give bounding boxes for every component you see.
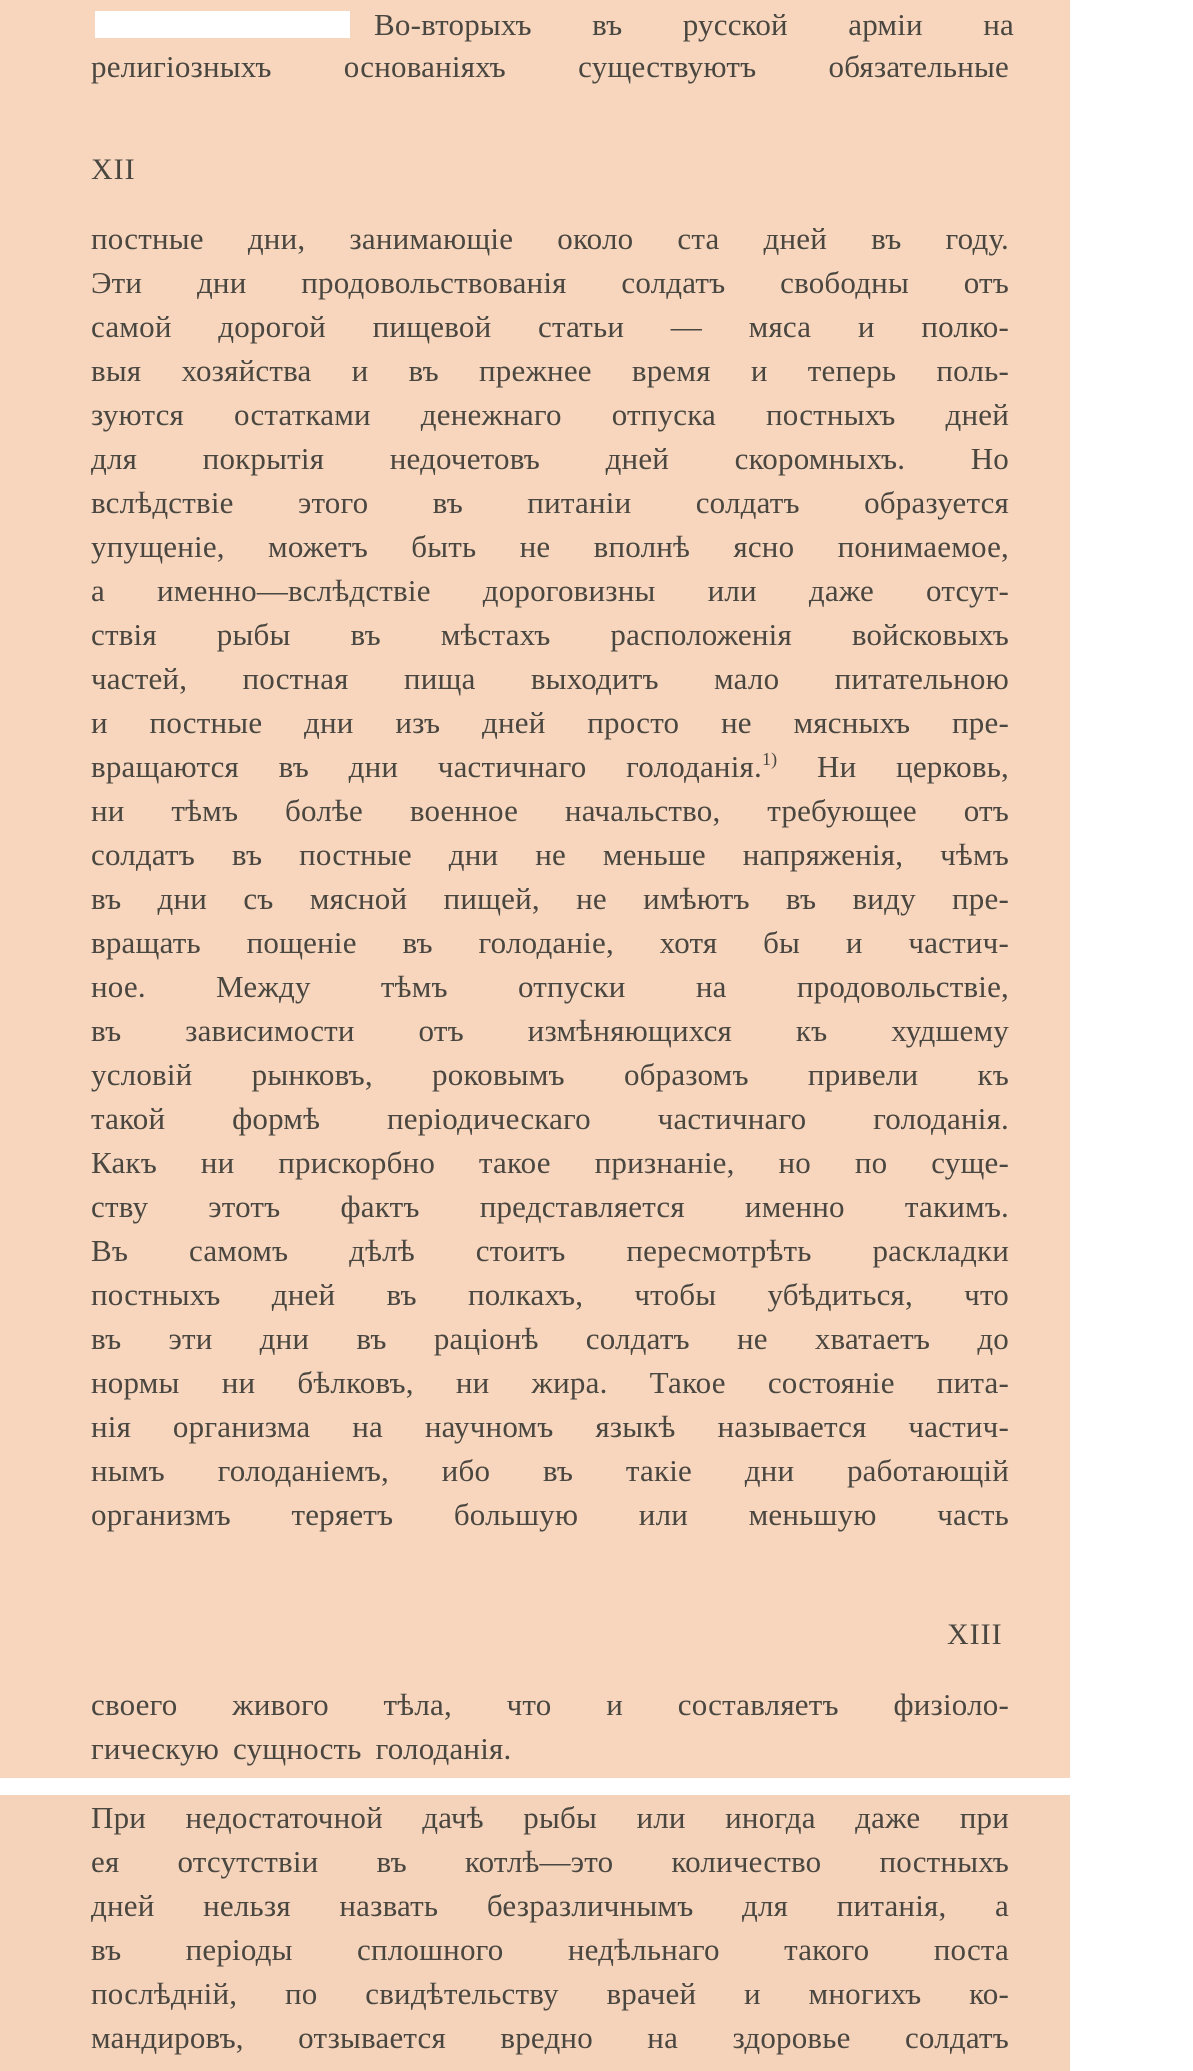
text-line: такой формѣ періодическаго частичнаго голоданія. [91,1101,1009,1136]
text-line: ное. Между тѣмъ отпуски на продовольствіе, [91,969,1009,1004]
text-line: и постные дни изъ дней просто не мясныхъ пре- [91,705,1009,740]
text-segment: вращаются въ дни частичнаго голоданія. [91,749,762,784]
text-line: вслѣдствіе этого въ питаніи солдатъ образуется [91,485,1009,520]
text-line: нормы ни бѣлковъ, ни жира. Такое состояніе пита- [91,1365,1009,1400]
text-line: Въ самомъ дѣлѣ стоитъ пересмотрѣть раскладки [91,1233,1009,1268]
text-line: Эти дни продовольствованія солдатъ свободны отъ [91,265,1009,300]
text-line: постные дни, занимающіе около ста дней въ году. [91,221,1009,256]
page-number: XII [91,153,136,186]
text-line: гическую сущность голоданія. [91,1731,512,1766]
text-line-with-footnote [91,745,1009,789]
page-fragment-bottom [0,1795,1070,2071]
redaction-block [95,11,350,38]
page-fragment-top [0,0,1070,128]
text-line: въ зависимости отъ измѣняющихся къ худшему [91,1013,1009,1048]
page-number: XIII [947,1618,1003,1651]
text-line: солдатъ въ постные дни не меньше напряженія, чѣмъ [91,837,1009,872]
text-line: въ періоды сплошного недѣльнаго такого поста [91,1932,1009,1967]
page-fragment-main [0,128,1070,1778]
text-line: нымъ голоданіемъ, ибо въ такіе дни работающій [91,1453,1009,1488]
text-line: ни тѣмъ болѣе военное начальство, требующее отъ [91,793,1009,828]
text-line: вращать пощеніе въ голоданіе, хотя бы и частич- [91,925,1009,960]
text-line: постныхъ дней въ полкахъ, чтобы убѣдиться, что [91,1277,1009,1312]
text-line: въ дни съ мясной пищей, не имѣютъ въ виду пре- [91,881,1009,916]
text-line: нія организма на научномъ языкѣ называется частич- [91,1409,1009,1444]
text-line: для покрытія недочетовъ дней скоромныхъ. Но [91,441,1009,476]
footnote-marker: 1) [761,749,778,769]
text-line: послѣдній, по свидѣтельству врачей и многихъ ко- [91,1976,1009,2011]
text-segment: Ни церковь, [817,749,1010,784]
text-line: своего живого тѣла, что и составляетъ физіоло- [91,1687,1009,1722]
text-line: религіозныхъ основаніяхъ существуютъ обязательные [91,49,1009,84]
text-line: условій рынковъ, роковымъ образомъ привели къ [91,1057,1009,1092]
text-line: ству этотъ фактъ представляется именно такимъ. [91,1189,1009,1224]
text-line: а именно—вслѣдствіе дороговизны или даже отсут- [91,573,1009,608]
text-line: упущеніе, можетъ быть не вполнѣ ясно понимаемое, [91,529,1009,564]
text-line: ея отсутствіи въ котлѣ—это количество постныхъ [91,1844,1009,1879]
text-line: При недостаточной дачѣ рыбы или иногда даже при [91,1800,1009,1835]
text-line: ствія рыбы въ мѣстахъ расположенія войсковыхъ [91,617,1009,652]
text-line: частей, постная пища выходитъ мало питательною [91,661,1009,696]
text-line: Какъ ни прискорбно такое признаніе, но по суще- [91,1145,1009,1180]
text-line: Во-вторыхъ въ русской арміи на [374,7,1014,42]
text-line: въ эти дни въ раціонѣ солдатъ не хватаетъ до [91,1321,1009,1356]
text-line: дней нельзя назвать безразличнымъ для питанія, а [91,1888,1009,1923]
text-line: организмъ теряетъ большую или меньшую часть [91,1497,1009,1532]
text-line: мандировъ, отзывается вредно на здоровье солдатъ [91,2020,1009,2055]
text-line: самой дорогой пищевой статьи — мяса и полко- [91,309,1009,344]
text-line: выя хозяйства и въ прежнее время и теперь поль- [91,353,1009,388]
text-line: зуются остатками денежнаго отпуска постныхъ дней [91,397,1009,432]
